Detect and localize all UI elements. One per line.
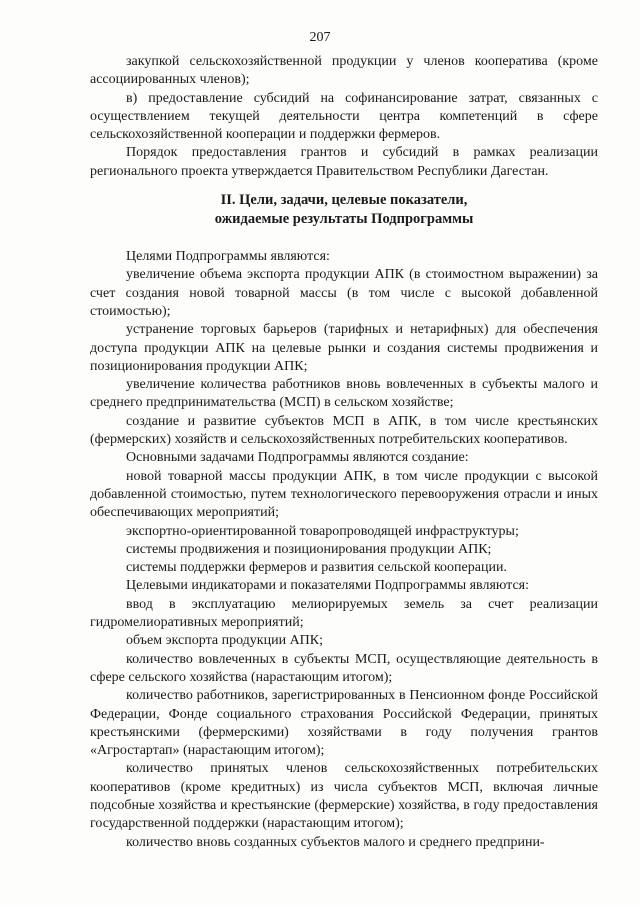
paragraph: в) предоставление субсидий на софинансирование затрат, связанных с осуществлением текущей деятельности центра компетенций в сфере сельскохозяйственной кооперации и поддержки фермеров.: [90, 90, 598, 143]
paragraph: Порядок предоставления грантов и субсидий в рамках реализации регионального проекта утверждается Правительством Республики Дагестан.: [90, 145, 598, 179]
paragraph: количество вовлеченных в субъекты МСП, осуществляющие деятельность в сфере сельского хозяйства (нарастающим итогом);: [90, 651, 598, 685]
paragraph: системы поддержки фермеров и развития сельской кооперации.: [126, 560, 507, 576]
paragraph: экспортно-ориентированной товаропроводящей инфраструктуры;: [126, 523, 519, 539]
paragraph: количество принятых членов сельскохозяйственных потребительских кооперативов (кроме кредитных) из числа субъектов МСП, включая личные подсобные хозяйства и крестьянские (фермерские) хозяйства, в году предоставления государственной поддержки (нарастающим итогом);: [90, 761, 598, 832]
paragraph: закупкой сельскохозяйственной продукции у членов кооператива (кроме ассоциированных членов);: [90, 54, 598, 88]
section-heading-line: ожидаемые результаты Подпрограммы: [214, 211, 474, 228]
paragraph: ввод в эксплуатацию мелиорируемых земель за счет реализации гидромелиоративных мероприятий;: [90, 596, 598, 631]
paragraph: Основными задачами Подпрограммы являются создание:: [126, 450, 469, 466]
paragraph: объем экспорта продукции АПК;: [126, 633, 324, 649]
document-body: [90, 53, 598, 852]
section-heading-line: II. Цели, задачи, целевые показатели,: [220, 192, 468, 209]
paragraph: увеличение количества работников вновь вовлеченных в субъекты малого и среднего предпринимательства (МСП) в сельском хозяйстве;: [90, 377, 598, 411]
paragraph: Целевыми индикаторами и показателями Подпрограммы являются:: [126, 578, 530, 594]
section-heading: [90, 191, 598, 229]
paragraph: устранение торговых барьеров (тарифных и нетарифных) для обеспечения доступа продукции АПК на целевые рынки и создания системы продвижения и позиционирования продукции АПК;: [90, 322, 598, 374]
paragraph: Целями Подпрограммы являются:: [126, 249, 330, 265]
page-number: 207: [309, 30, 331, 45]
paragraph: создание и развитие субъектов МСП в АПК, в том числе крестьянских (фермерских) хозяйств и сельскохозяйственных потребительских кооперативов.: [90, 413, 598, 448]
paragraph: увеличение объема экспорта продукции АПК (в стоимостном выражении) за счет создания новой товарной массы (в том числе с высокой добавленной стоимостью);: [90, 267, 598, 319]
paragraph: количество вновь созданных субъектов малого и среднего предприни-: [126, 834, 545, 850]
paragraph: количество работников, зарегистрированных в Пенсионном фонде Российской Федерации, Фонде социального страхования Российской Федерации, принятых крестьянскими (фермерскими) хозяйствами в году получения грантов «Агростартап» (нарастающим итогом);: [90, 688, 598, 759]
paragraph: системы продвижения и позиционирования продукции АПК;: [126, 541, 492, 557]
paragraph: новой товарной массы продукции АПК, в том числе продукции с высокой добавленной стоимостью, путем технологического перевооружения отрасли и иных обеспечивающих мероприятий;: [90, 468, 598, 521]
